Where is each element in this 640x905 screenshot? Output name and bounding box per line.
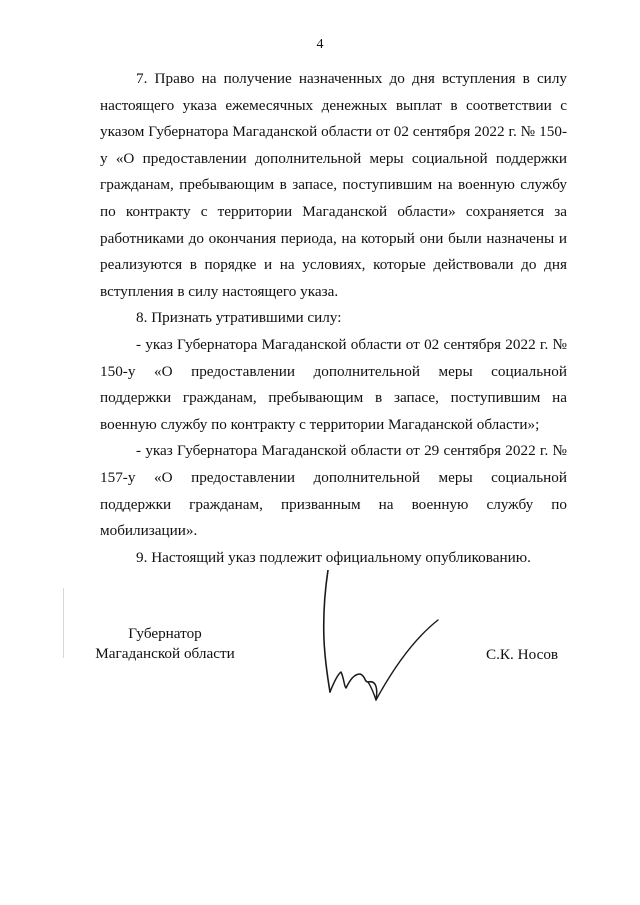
handwritten-signature-icon [310,570,460,720]
signer-name: С.К. Носов [486,646,559,663]
signer-title [80,624,250,664]
signer-title-line-1: Губернатор [128,625,202,642]
paragraph-7: 7. Право на получение назначенных до дня вступления в силу настоящего указа ежемесячных денежных выплат в соответствии с указом Губернатора Магаданской области от 02 сентября 2022 г. № 150-у «О предоставлении дополнительной меры социальной поддержки гражданам, пребывающим в запасе, поступившим на военную службу по контракту с территории Магаданской области» сохраняется за работниками до окончания периода, на который они были назначены и реализуются в порядке и на условиях, которые действовали до дня вступления в силу настоящего указа. [100,70,567,300]
paragraph-9: 9. Настоящий указ подлежит официальному опубликованию. [136,548,531,566]
paragraph-8: 8. Признать утратившими силу: [136,309,342,327]
paragraph-8-item-1: - указ Губернатора Магаданской области от 02 сентября 2022 г. № 150-у «О предоставлении дополнительной меры социальной поддержки гражданам, пребывающим в запасе, поступившим на военную службу по контракту с территории Магаданской области»; [100,335,567,433]
signature-block [0,620,640,730]
paragraph-8-item-2: - указ Губернатора Магаданской области от 29 сентября 2022 г. № 157-у «О предоставлении дополнительной меры социальной поддержки гражданам, призванным на военную службу по мобилизации». [100,442,567,540]
page-number: 4 [316,37,324,52]
decree-body [100,66,567,571]
signer-title-line-2: Магаданской области [95,645,235,662]
